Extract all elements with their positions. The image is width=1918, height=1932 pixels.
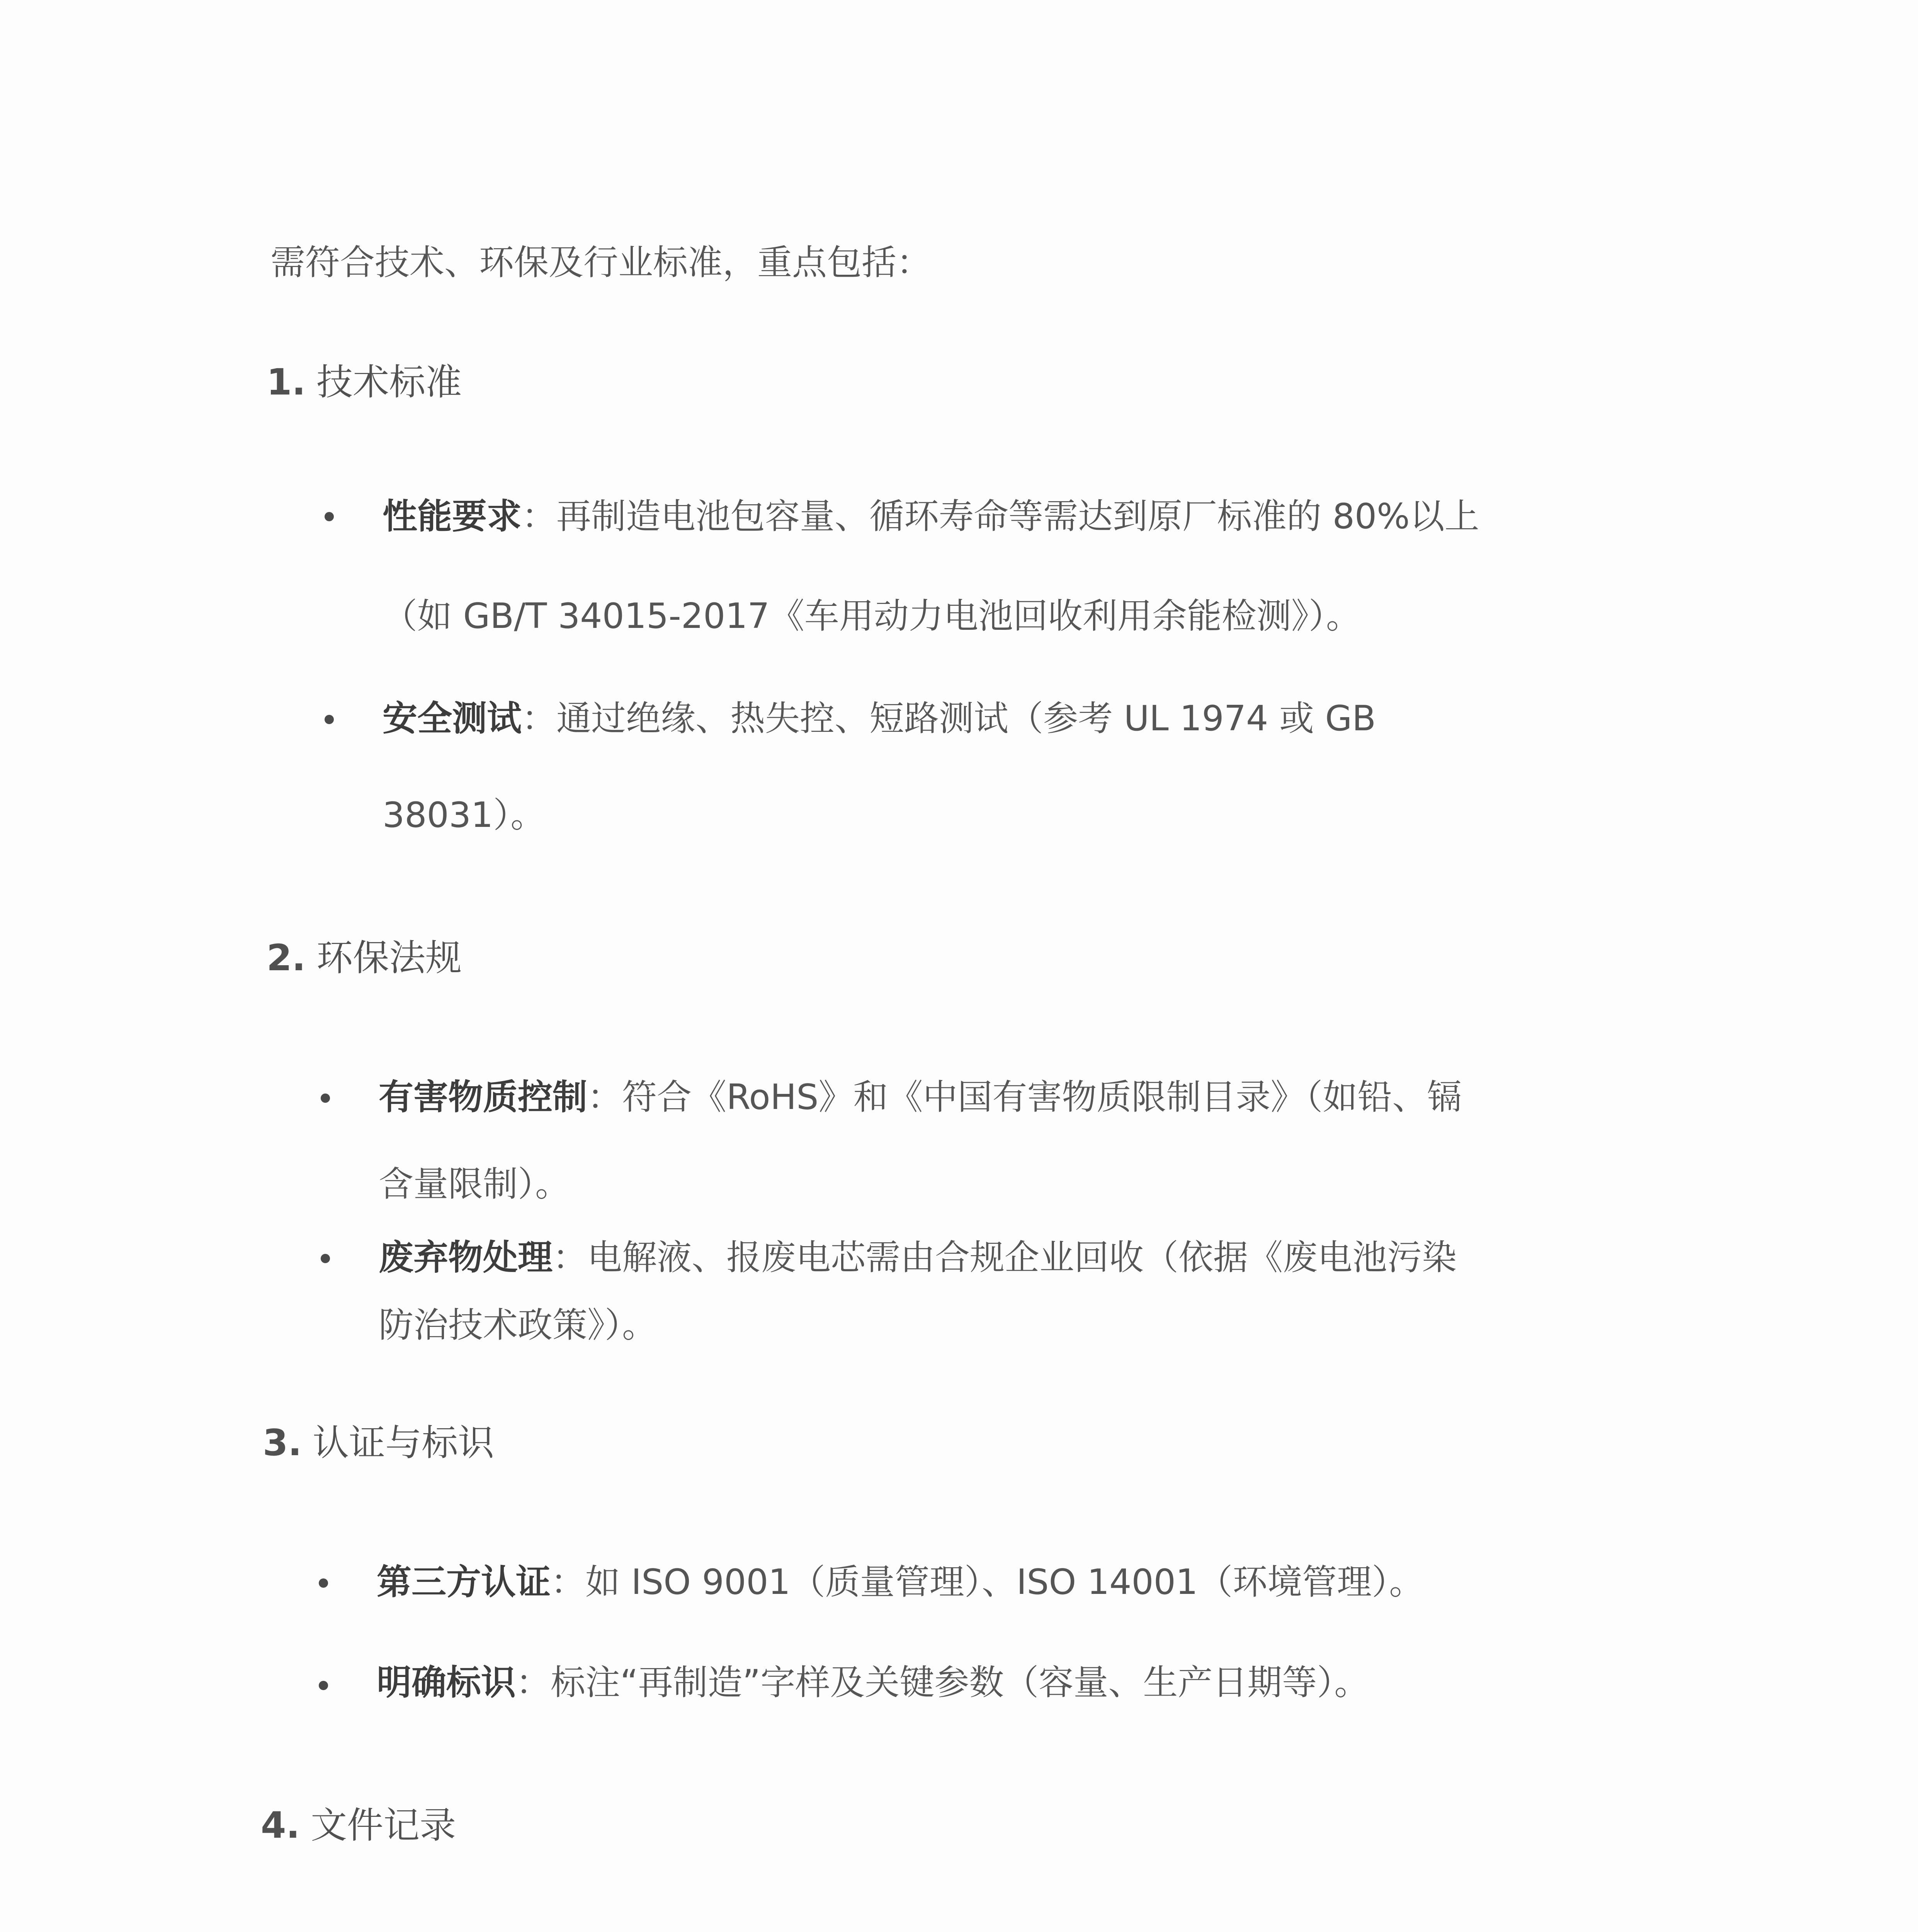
item-label: 有害物质控制 <box>379 1077 587 1117</box>
section-title: 文件记录 <box>311 1804 456 1847</box>
section-heading-4 <box>261 1804 456 1847</box>
item-label: 性能要求 <box>383 496 522 537</box>
section-title: 认证与标识 <box>313 1422 495 1464</box>
item-text: ：再制造电池包容量、循环寿命等需达到原厂标准的 80%以上 <box>522 496 1479 537</box>
item-label: 安全测试 <box>383 698 522 739</box>
list-item-line <box>383 495 1479 538</box>
list-item-continuation: 38031）。 <box>383 795 546 835</box>
item-label: 明确标识 <box>377 1662 516 1703</box>
item-text: ：电解液、报废电芯需由合规企业回收（依据《废电池污染 <box>553 1237 1457 1278</box>
list-item-line <box>379 1236 1457 1279</box>
list-item-line <box>377 1561 1424 1604</box>
item-text: ：符合《RoHS》和《中国有害物质限制目录》（如铅、镉 <box>587 1077 1462 1117</box>
bullet-icon <box>319 1681 328 1690</box>
list-item-line <box>379 1076 1462 1119</box>
bullet-icon <box>325 715 334 724</box>
section-heading-1 <box>267 361 462 404</box>
bullet-icon <box>319 1578 328 1588</box>
section-number: 4. <box>261 1804 300 1847</box>
bullet-icon <box>321 1094 330 1103</box>
item-label: 废弃物处理 <box>379 1237 553 1278</box>
bullet-icon <box>321 1254 330 1263</box>
section-heading-3 <box>263 1422 494 1464</box>
list-item-line <box>377 1662 1369 1704</box>
section-heading-2 <box>267 937 462 980</box>
section-title: 技术标准 <box>316 361 462 403</box>
section-title: 环保法规 <box>316 937 462 979</box>
section-number: 2. <box>267 937 306 979</box>
list-item-line <box>383 697 1376 740</box>
list-item-continuation: 防治技术政策》）。 <box>379 1305 657 1345</box>
intro-text: 需符合技术、环保及行业标准，重点包括： <box>270 242 931 283</box>
section-number: 3. <box>263 1422 302 1464</box>
item-text: ：通过绝缘、热失控、短路测试（参考 UL 1974 或 GB <box>522 698 1376 739</box>
item-text: ：标注“再制造”字样及关键参数（容量、生产日期等）。 <box>516 1662 1369 1703</box>
list-item-continuation: （如 GB/T 34015-2017《车用动力电池回收利用余能检测》）。 <box>383 596 1361 636</box>
list-item-continuation: 含量限制）。 <box>379 1164 570 1204</box>
section-number: 1. <box>267 361 306 403</box>
bullet-icon <box>325 512 334 521</box>
item-label: 第三方认证 <box>377 1562 551 1602</box>
item-text: ：如 ISO 9001（质量管理）、ISO 14001（环境管理）。 <box>551 1562 1424 1602</box>
